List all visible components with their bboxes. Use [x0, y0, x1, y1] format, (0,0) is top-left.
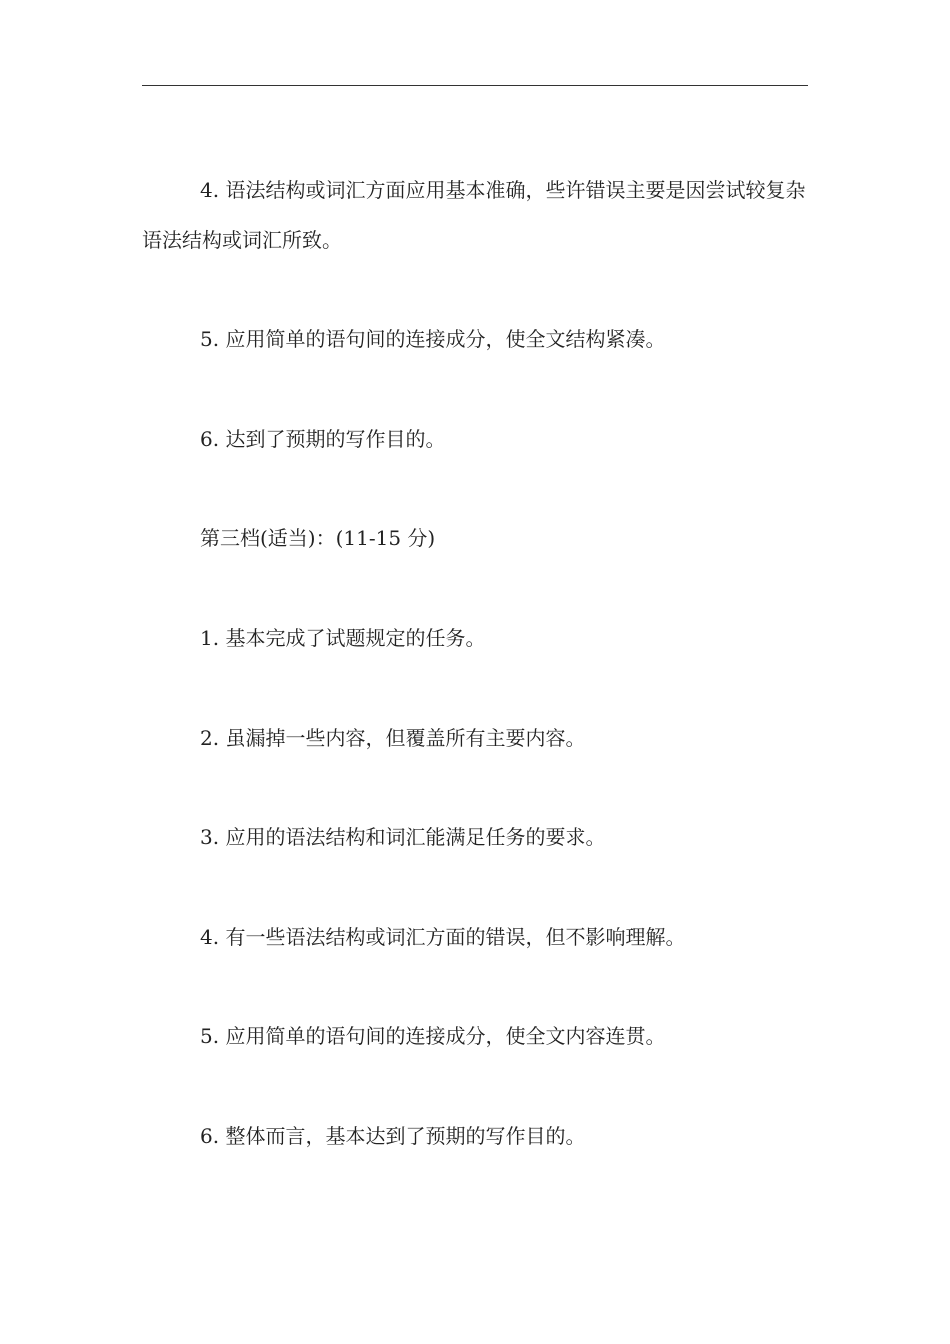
- paragraph-item-2-content: 2. 虽漏掉一些内容，但覆盖所有主要内容。: [200, 726, 586, 750]
- paragraph-item-3-grammar: 3. 应用的语法结构和词汇能满足任务的要求。: [200, 825, 606, 849]
- paragraph-item-6-overall: 6. 整体而言，基本达到了预期的写作目的。: [200, 1124, 586, 1148]
- header-rule: [142, 85, 808, 86]
- paragraph-item-5-cohesion: 5. 应用简单的语句间的连接成分，使全文结构紧凑。: [200, 327, 666, 351]
- paragraph-item-1-task: 1. 基本完成了试题规定的任务。: [200, 626, 486, 650]
- paragraph-item-5-coherence: 5. 应用简单的语句间的连接成分，使全文内容连贯。: [200, 1024, 666, 1048]
- paragraph-item-4-errors: 4. 有一些语法结构或词汇方面的错误，但不影响理解。: [200, 925, 686, 949]
- paragraph-item-4-accuracy: 4. 语法结构或词汇方面应用基本准确，些许错误主要是因尝试较复杂语法结构或词汇所致。: [142, 178, 806, 252]
- paragraph-item-6-purpose: 6. 达到了预期的写作目的。: [200, 427, 446, 451]
- section-heading-tier-3: 第三档(适当)：(11-15 分): [200, 526, 436, 550]
